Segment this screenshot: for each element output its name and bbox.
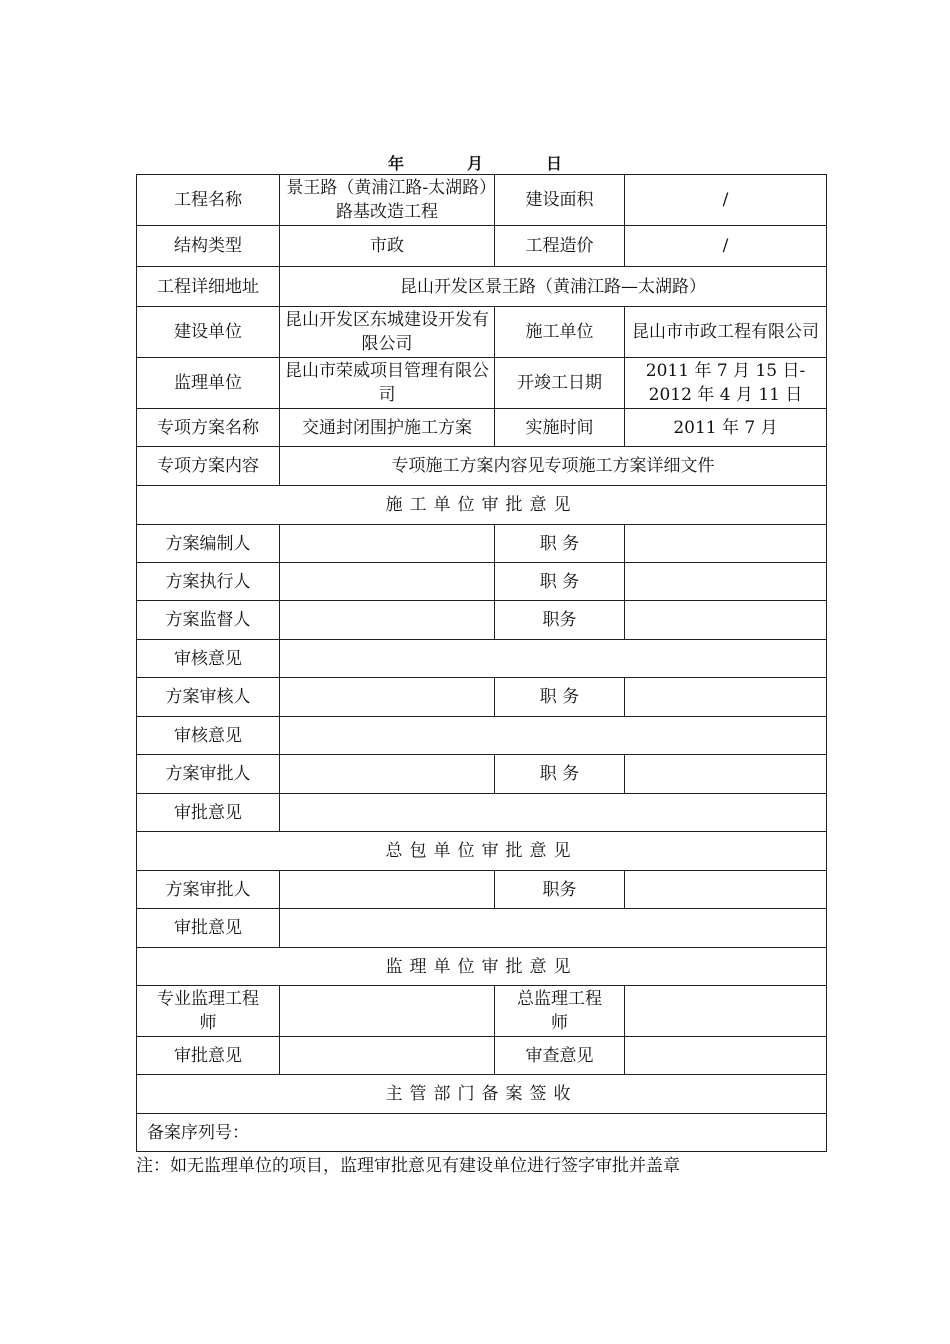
executor-label: 方案执行人 [137, 563, 280, 601]
reviewer-position-label: 职 务 [495, 678, 625, 717]
approval-form-table [136, 174, 827, 1152]
period-value [625, 358, 827, 409]
period-start: 2011 年 7 月 15 日- [645, 361, 806, 381]
compiler-label: 方案编制人 [137, 525, 280, 563]
engineer-label-line-1: 专业监理工程 [157, 989, 259, 1009]
project-name-value: 景王路（黄浦江路-太湖路）路基改造工程 [280, 175, 495, 226]
supervisor-label: 监理单位 [137, 358, 280, 409]
contractor-label: 施工单位 [495, 307, 625, 358]
structure-type-value: 市政 [280, 226, 495, 267]
address-label: 工程详细地址 [137, 267, 280, 307]
date-year: 年 [388, 154, 405, 173]
approver-position-label: 职 务 [495, 755, 625, 794]
approver-field[interactable] [280, 755, 495, 794]
chief-field[interactable] [625, 986, 827, 1037]
general-section-title: 总包单位审批意见 [137, 832, 827, 871]
impl-time-label: 实施时间 [495, 409, 625, 447]
contractor-section-title: 施工单位审批意见 [137, 486, 827, 525]
supervision-check-field[interactable] [625, 1037, 827, 1075]
engineer-field[interactable] [280, 986, 495, 1037]
project-cost-label: 工程造价 [495, 226, 625, 267]
owner-value: 昆山开发区东城建设开发有限公司 [280, 307, 495, 358]
reviewer-position-field[interactable] [625, 678, 827, 717]
supervisor-value: 昆山市荣威项目管理有限公司 [280, 358, 495, 409]
date-day: 日 [546, 154, 563, 173]
approve-opinion-field[interactable] [280, 794, 827, 832]
period-end: 2012 年 4 月 11 日 [648, 385, 803, 405]
approver-label: 方案审批人 [137, 755, 280, 794]
engineer-label [137, 986, 280, 1037]
general-opinion-field[interactable] [280, 909, 827, 948]
plan-name-label: 专项方案名称 [137, 409, 280, 447]
filing-section-title: 主管部门备案签收 [137, 1075, 827, 1114]
chief-label-line-2: 师 [551, 1013, 568, 1033]
plan-name-value: 交通封闭围护施工方案 [280, 409, 495, 447]
review-opinion-field-1[interactable] [280, 640, 827, 678]
general-position-field[interactable] [625, 871, 827, 909]
footnote: 注：如无监理单位的项目，监理审批意见有建设单位进行签字审批并盖章 [136, 1156, 680, 1176]
approve-opinion-label: 审批意见 [137, 794, 280, 832]
contractor-value: 昆山市市政工程有限公司 [625, 307, 827, 358]
plan-content-value: 专项施工方案内容见专项施工方案详细文件 [280, 447, 827, 486]
review-opinion-label-1: 审核意见 [137, 640, 280, 678]
build-area-label: 建设面积 [495, 175, 625, 226]
overseer-position-label: 职务 [495, 601, 625, 640]
supervision-check-label: 审查意见 [495, 1037, 625, 1075]
overseer-label: 方案监督人 [137, 601, 280, 640]
reviewer-label: 方案审核人 [137, 678, 280, 717]
structure-type-label: 结构类型 [137, 226, 280, 267]
executor-field[interactable] [280, 563, 495, 601]
owner-label: 建设单位 [137, 307, 280, 358]
impl-time-value: 2011 年 7 月 [625, 409, 827, 447]
project-cost-value: / [625, 226, 827, 267]
review-opinion-label-2: 审核意见 [137, 717, 280, 755]
supervision-section-title: 监理单位审批意见 [137, 948, 827, 986]
build-area-value: / [625, 175, 827, 226]
plan-content-label: 专项方案内容 [137, 447, 280, 486]
period-label: 开竣工日期 [495, 358, 625, 409]
compiler-field[interactable] [280, 525, 495, 563]
supervision-approve-field[interactable] [280, 1037, 495, 1075]
filing-serial[interactable]: 备案序列号： [137, 1114, 827, 1152]
compiler-position-field[interactable] [625, 525, 827, 563]
address-value: 昆山开发区景王路（黄浦江路—太湖路） [280, 267, 827, 307]
general-position-label: 职务 [495, 871, 625, 909]
chief-label-line-1: 总监理工程 [517, 989, 602, 1009]
chief-label [495, 986, 625, 1037]
review-opinion-field-2[interactable] [280, 717, 827, 755]
overseer-position-field[interactable] [625, 601, 827, 640]
date-line [136, 151, 826, 173]
general-approver-field[interactable] [280, 871, 495, 909]
overseer-field[interactable] [280, 601, 495, 640]
project-name-label: 工程名称 [137, 175, 280, 226]
general-approver-label: 方案审批人 [137, 871, 280, 909]
date-month: 月 [467, 154, 484, 173]
reviewer-field[interactable] [280, 678, 495, 717]
approver-position-field[interactable] [625, 755, 827, 794]
compiler-position-label: 职 务 [495, 525, 625, 563]
executor-position-field[interactable] [625, 563, 827, 601]
executor-position-label: 职 务 [495, 563, 625, 601]
supervision-approve-label: 审批意见 [137, 1037, 280, 1075]
general-opinion-label: 审批意见 [137, 909, 280, 948]
engineer-label-line-2: 师 [199, 1013, 217, 1033]
